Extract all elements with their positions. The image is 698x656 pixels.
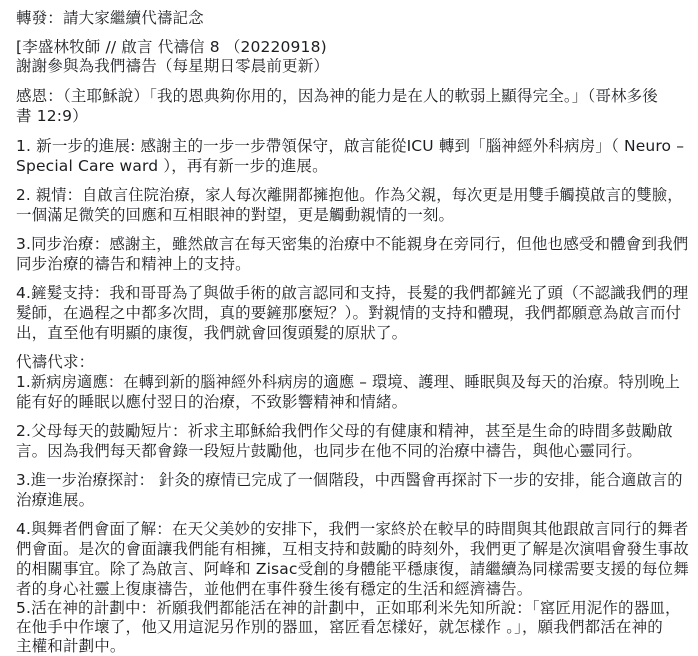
- paragraph-line: 1. 新一步的進展: 感謝主的一步一步帶領保守，啟言能從ICU 轉到「腦神經外科病房」（ Neuro –: [16, 137, 685, 155]
- paragraph-line: 4.鏟髮支持：我和哥哥為了與做手術的啟言認同和支持，長髮的我們都鏟光了頭（不認識我們的理: [16, 284, 689, 302]
- paragraph-line: 3.同步治療：感謝主，雖然啟言在每天密集的治療中不能親身在旁同行，但他也感受和體會到我們: [16, 235, 689, 253]
- paragraph-line: 們會面。是次的會面讓我們能有相擁，互相支持和鼓勵的時刻外，我們更了解是次演唱會發生事故: [16, 540, 689, 558]
- paragraph-line: 出，直至他有明顯的康復，我們就會回復頭髮的原狀了。: [16, 324, 408, 342]
- paragraph-line: Special Care ward ），再有新一步的進展。: [16, 157, 328, 175]
- paragraph-line: 能有好的睡眠以應付翌日的治療，不致影響精神和情緒。: [16, 393, 408, 411]
- gratitude-line: 感恩：（主耶穌說）「我的恩典夠你用的，因為神的能力是在人的軟弱上顯得完全。」（哥林多後: [16, 87, 658, 105]
- post-header: 轉發：請大家繼續代禱記念: [16, 9, 204, 27]
- paragraph-line: 主權和計劃中。: [16, 637, 126, 655]
- paragraph-line: 在他手中作壞了，他又用這泥另作別的器皿，窰匠看怎樣好，就怎樣作 。」，願我們都活在神的: [16, 618, 663, 636]
- paragraph-line: 1.新病房適應：在轉到新的腦神經外科病房的適應 – 環境、護理、睡眠與及每天的治療。特別晚上: [16, 373, 681, 391]
- paragraph-line: 2. 親情：自啟言住院治療，家人每次離開都擁抱他。作為父親，每次更是用雙手觸摸啟言的雙臉，: [16, 186, 683, 204]
- gratitude-line: 書 12:9）: [16, 107, 88, 125]
- prayer-heading: 代禱代求：: [16, 353, 95, 371]
- paragraph-line: 4.與舞者們會面了解：在天父美妙的安排下，我們一家終於在較早的時間與其他跟啟言同行的舞者: [16, 520, 689, 538]
- paragraph-line: 言。因為我們每天都會錄一段短片鼓勵他，也同步在他不同的治療中禱告，與他心靈同行。: [16, 442, 643, 460]
- thanks-line: 謝謝參與為我們禱告（每星期日零晨前更新）: [16, 57, 330, 75]
- paragraph-line: 一個滿足微笑的回應和互相眼神的對望，更是觸動親情的一刻。: [16, 206, 455, 224]
- paragraph-line: 髮師，在過程之中都多次問，真的要鏟那麼短？）。對親情的支持和體現，我們都願意為啟言而付: [16, 304, 682, 322]
- source-line: [李盛林牧師 // 啟言 代禱信 8 （20220918): [16, 38, 327, 56]
- paragraph-line: 的相關事宜。除了為啟言、阿峰和 Zisac受創的身體能平穩康復，請繼續為同樣需要支援的每位舞: [16, 560, 689, 578]
- paragraph-line: 2.父母每天的鼓勵短片：祈求主耶穌給我們作父母的有健康和精神，甚至是生命的時間多鼓勵啟: [16, 422, 673, 440]
- paragraph-line: 3.進一步治療探討： 針灸的療情已完成了一個階段，中西醫會再探討下一步的安排，能合適啟言的: [16, 471, 683, 489]
- paragraph-line: 治療進展。: [16, 491, 95, 509]
- paragraph-line: 5.活在神的計劃中：祈願我們都能活在神的計劃中，正如耶利米先知所說：「窰匠用泥作的器皿，: [16, 599, 681, 617]
- paragraph-line: 同步治療的禱告和精神上的支持。: [16, 255, 251, 273]
- paragraph-line: 者的身心社靈上復康禱告，並他們在事件發生後有穩定的生活和經濟禱告。: [16, 580, 533, 598]
